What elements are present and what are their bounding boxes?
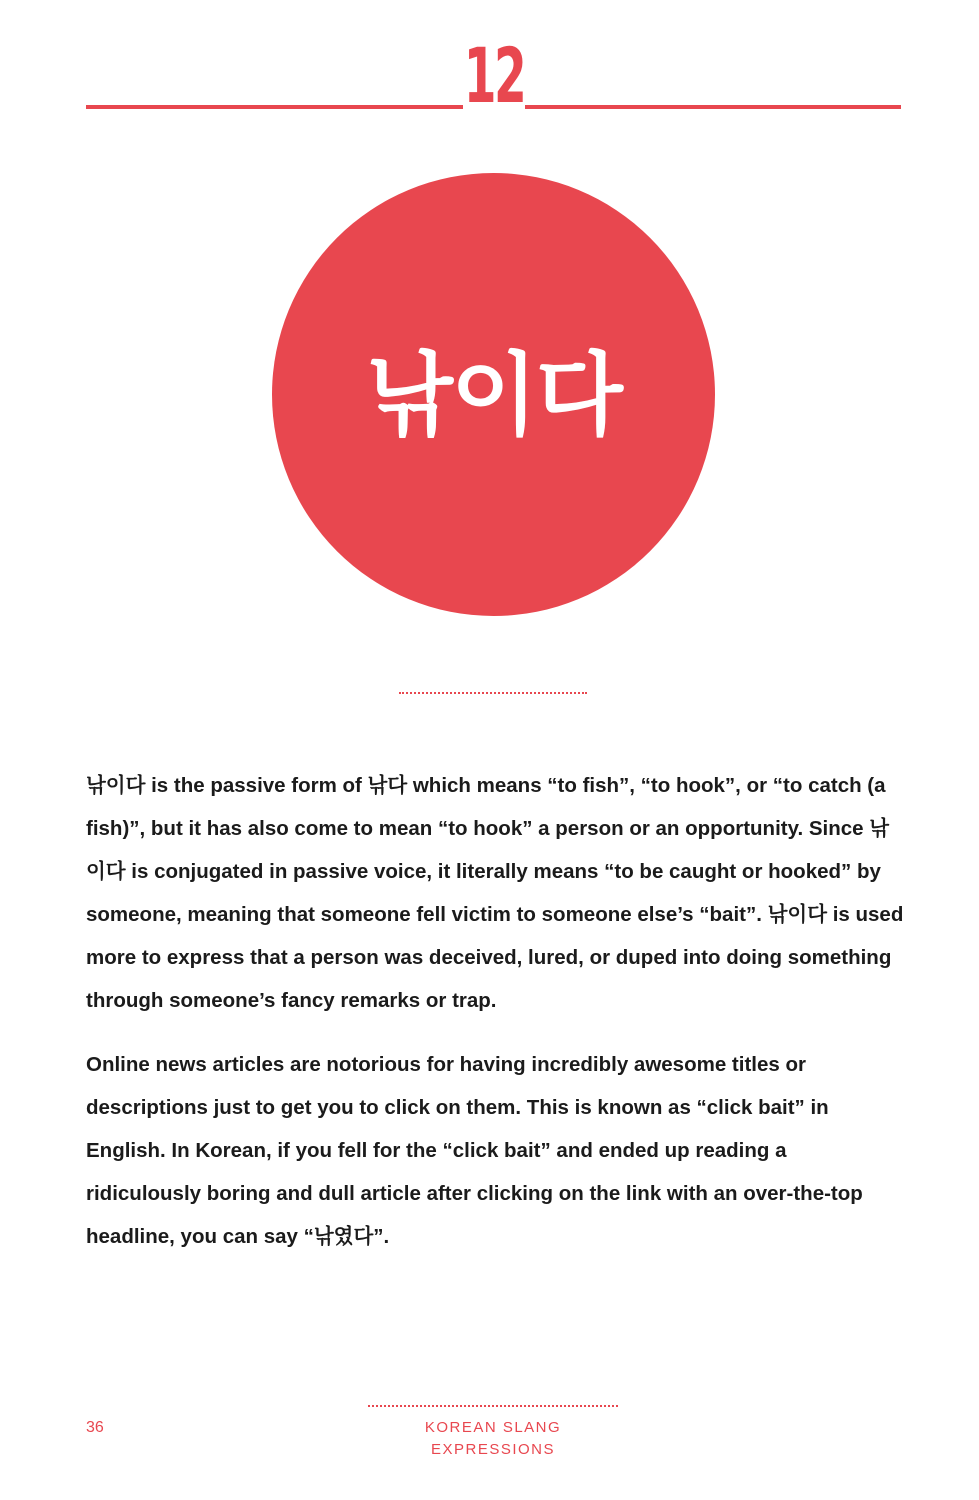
footer-divider — [368, 1405, 618, 1407]
body-text — [86, 764, 904, 1258]
headword-title: 낚이다 — [366, 342, 621, 448]
body-paragraph-1: 낚이다 is the passive form of 낚다 which means “to fish”, “to hook”, or “to catch (a fish)”, but it has also come to mean “to hook” a person or an opportunity. Since 낚이다 is conjugated in passive voice, it literally means “to be caught or hooked” by someone, meaning that someone fell victim to someone else’s “bait”. 낚이다 is used more to express that a person was deceived, lured, or duped into doing something through someone’s fancy remarks or trap. — [86, 774, 904, 1012]
running-title: KOREAN SLANG EXPRESSIONS — [424, 1419, 562, 1458]
page-number: 36 — [86, 1419, 104, 1436]
headword-circle — [272, 173, 715, 616]
body-paragraph-2: Online news articles are notorious for having incredibly awesome titles or descriptions just to get you to click on them. This is known as “click bait” in English. In Korean, if you fell for the “click bait” and ended up reading a ridiculously boring and dull article after clicking on the link with an over-the-top headline, you can say “낚였다”. — [86, 1053, 863, 1248]
chapter-number: 12 — [463, 31, 525, 120]
section-divider — [399, 692, 587, 694]
